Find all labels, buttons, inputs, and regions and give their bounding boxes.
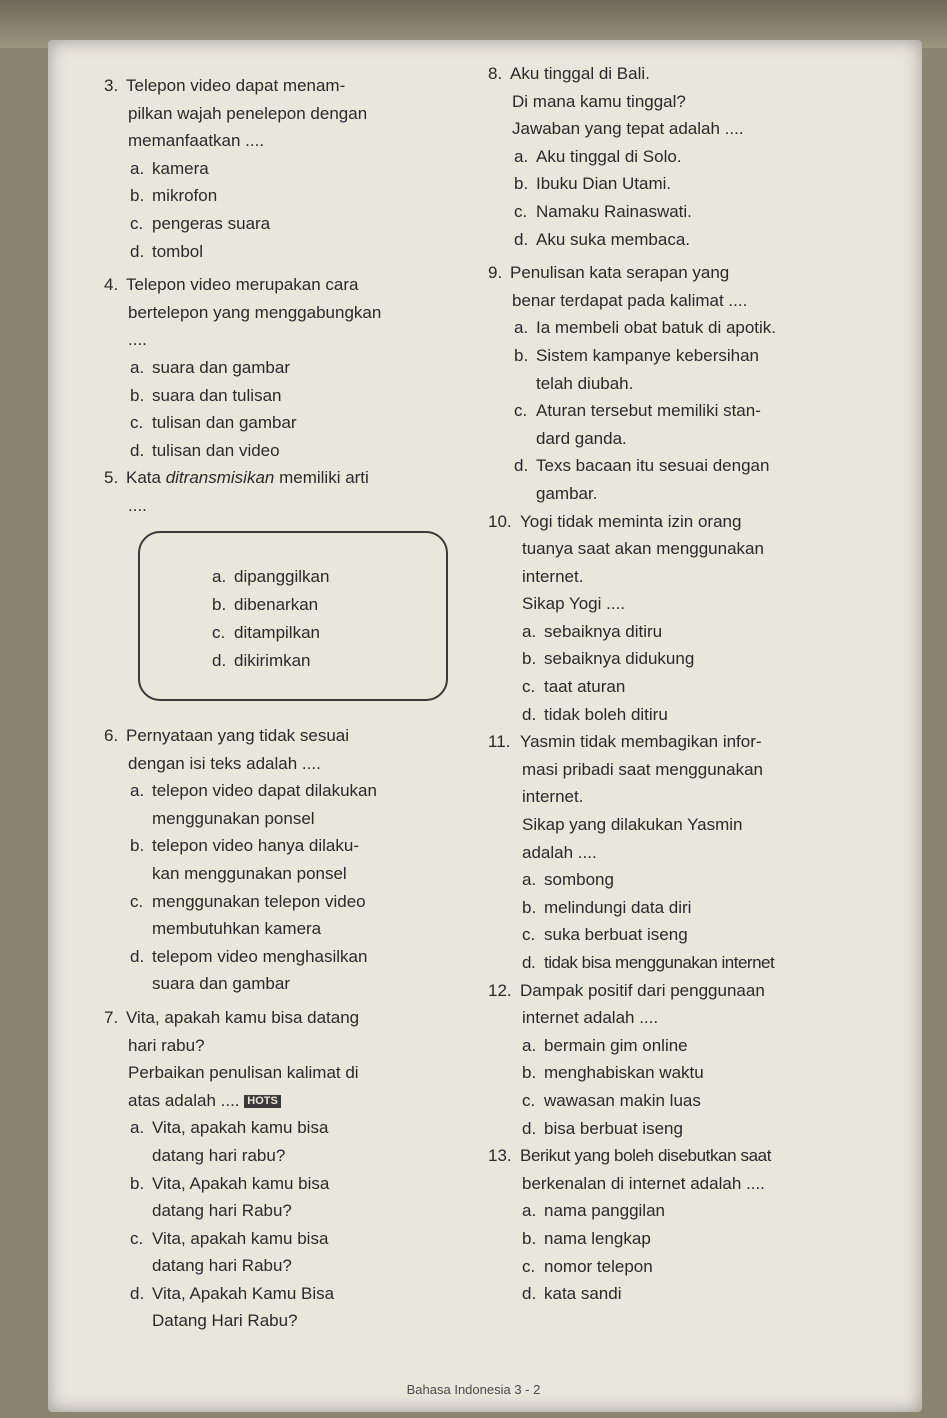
question-stem: memanfaatkan .... — [128, 131, 265, 151]
question-stem: Penulisan kata serapan yang — [510, 263, 730, 283]
question-6 — [104, 722, 464, 998]
option: a. Ia membeli obat batuk di apotik. — [514, 318, 777, 338]
option-cont: datang hari Rabu? — [152, 1201, 292, 1221]
option-cont: telah diubah. — [536, 373, 634, 393]
option: d. tidak bisa menggunakan internet — [522, 953, 775, 972]
option: a. nama panggilan — [522, 1201, 665, 1221]
option: d. dikirimkan — [212, 651, 311, 670]
question-number: 7. — [104, 1007, 119, 1027]
question-stem: Berikut yang boleh disebutkan saat — [520, 1146, 772, 1166]
question-stem: Pernyataan yang tidak sesuai — [126, 726, 350, 745]
option-cont: datang hari rabu? — [152, 1145, 286, 1165]
option: b. melindungi data diri — [522, 897, 692, 917]
answer-box — [138, 531, 448, 701]
question-stem: Vita, apakah kamu bisa datang — [126, 1007, 360, 1027]
option: c. pengeras suara — [130, 213, 271, 233]
option: c. suka berbuat iseng — [522, 925, 688, 945]
question-9 — [488, 259, 903, 507]
option: b. Sistem kampanye kebersihan — [514, 345, 760, 365]
question-stem: Kata ditransmisikan memiliki arti — [126, 468, 369, 488]
option: c. menggunakan telepon video — [130, 891, 366, 911]
option: d. telepom video menghasilkan — [130, 946, 368, 966]
option: b. Ibuku Dian Utami. — [514, 174, 672, 194]
question-stem: Sikap yang dilakukan Yasmin — [522, 815, 743, 835]
question-stem: internet. — [522, 787, 584, 807]
option: a. Vita, apakah kamu bisa — [130, 1118, 329, 1138]
option: b. dibenarkan — [212, 595, 319, 614]
question-stem: masi pribadi saat menggunakan — [522, 759, 763, 779]
option: d. tulisan dan video — [130, 440, 280, 460]
option: b. mikrofon — [130, 186, 218, 206]
option-cont: Datang Hari Rabu? — [152, 1311, 298, 1331]
option: c. tulisan dan gambar — [130, 413, 297, 433]
option-cont: menggunakan ponsel — [152, 808, 315, 828]
option: a. sebaiknya ditiru — [522, 621, 663, 641]
question-stem: dengan isi teks adalah .... — [128, 753, 321, 773]
page-footer: Bahasa Indonesia 3 - 2 — [406, 1382, 541, 1397]
question-stem: berkenalan di internet adalah .... — [522, 1173, 765, 1193]
option: b. telepon video hanya dilaku- — [130, 836, 359, 856]
option: c. nomor telepon — [522, 1256, 653, 1276]
option: d. kata sandi — [522, 1284, 622, 1304]
question-stem: .... — [128, 330, 147, 350]
option-cont: gambar. — [536, 483, 598, 503]
question-stem: Perbaikan penulisan kalimat di — [128, 1063, 359, 1083]
question-stem: .... — [128, 495, 147, 515]
question-stem: adalah .... — [522, 842, 597, 862]
question-13 — [488, 1142, 903, 1308]
question-stem: Sikap Yogi .... — [522, 594, 626, 614]
question-number: 12. — [488, 980, 512, 1000]
question-stem: internet. — [522, 566, 584, 586]
question-stem: bertelepon yang menggabungkan — [128, 302, 382, 322]
option: a. bermain gim online — [522, 1035, 688, 1055]
option: c. Namaku Rainaswati. — [514, 201, 692, 221]
option: c. Aturan tersebut memiliki stan- — [514, 401, 761, 421]
question-stem: pilkan wajah penelepon dengan — [128, 103, 368, 123]
option: c. ditampilkan — [212, 623, 320, 642]
question-number: 11. — [488, 732, 511, 752]
question-number: 6. — [104, 726, 119, 745]
question-8 — [488, 60, 903, 253]
hots-badge: HOTS — [244, 1095, 281, 1108]
question-stem: Yasmin tidak membagikan infor- — [520, 732, 762, 752]
question-stem: Yogi tidak meminta izin orang — [520, 511, 742, 531]
option: c. taat aturan — [522, 677, 626, 697]
option: a. sombong — [522, 870, 614, 890]
question-10 — [488, 508, 903, 729]
option-cont: kan menggunakan ponsel — [152, 863, 347, 883]
question-12 — [488, 977, 903, 1143]
option: c. Vita, apakah kamu bisa — [130, 1228, 329, 1248]
question-stem: Jawaban yang tepat adalah .... — [512, 119, 744, 139]
question-stem: Aku tinggal di Bali. — [510, 64, 650, 83]
option: b. menghabiskan waktu — [522, 1063, 704, 1083]
option: c. wawasan makin luas — [522, 1090, 701, 1110]
option: d. bisa berbuat iseng — [522, 1118, 683, 1138]
left-column — [104, 72, 464, 520]
option: d. Vita, Apakah Kamu Bisa — [130, 1283, 335, 1303]
option: a. telepon video dapat dilakukan — [130, 781, 377, 801]
question-stem: atas adalah .... HOTS — [104, 1087, 464, 1115]
question-number: 4. — [104, 275, 119, 295]
question-3 — [104, 72, 464, 265]
option: d. tidak boleh ditiru — [522, 704, 668, 724]
question-11 — [488, 728, 903, 976]
option: a. kamera — [130, 158, 209, 178]
option: b. nama lengkap — [522, 1228, 651, 1248]
option: a. dipanggilkan — [212, 567, 330, 586]
option: b. suara dan tulisan — [130, 385, 282, 405]
question-number: 13. — [488, 1146, 512, 1166]
question-stem: tuanya saat akan menggunakan — [522, 539, 764, 559]
question-stem: Telepon video merupakan cara — [126, 275, 359, 295]
question-7 — [104, 1004, 464, 1335]
question-4 — [104, 271, 464, 464]
option: d. Aku suka membaca. — [514, 229, 691, 249]
question-5 — [104, 464, 464, 519]
option-cont: suara dan gambar — [152, 974, 290, 994]
question-stem: benar terdapat pada kalimat .... — [512, 290, 748, 310]
question-number: 10. — [488, 511, 512, 531]
question-number: 8. — [488, 64, 503, 83]
question-number: 9. — [488, 263, 503, 283]
question-stem: Di mana kamu tinggal? — [512, 91, 686, 111]
question-stem: Dampak positif dari penggunaan — [520, 980, 765, 1000]
option: a. Aku tinggal di Solo. — [514, 146, 682, 166]
question-stem: internet adalah .... — [522, 1008, 659, 1028]
question-number: 3. — [104, 76, 119, 95]
option: b. sebaiknya didukung — [522, 649, 695, 669]
left-column-lower — [104, 722, 464, 1335]
question-number: 5. — [104, 468, 119, 488]
option: d. Texs bacaan itu sesuai dengan — [514, 456, 770, 476]
option-cont: datang hari Rabu? — [152, 1256, 292, 1276]
option-cont: dard ganda. — [536, 428, 627, 448]
option-cont: membutuhkan kamera — [152, 919, 322, 939]
question-stem: Telepon video dapat menam- — [126, 76, 346, 95]
right-column — [488, 60, 903, 1308]
option: a. suara dan gambar — [130, 357, 290, 377]
option: d. tombol — [130, 241, 204, 261]
option: b. Vita, Apakah kamu bisa — [130, 1173, 330, 1193]
question-stem: hari rabu? — [128, 1035, 205, 1055]
